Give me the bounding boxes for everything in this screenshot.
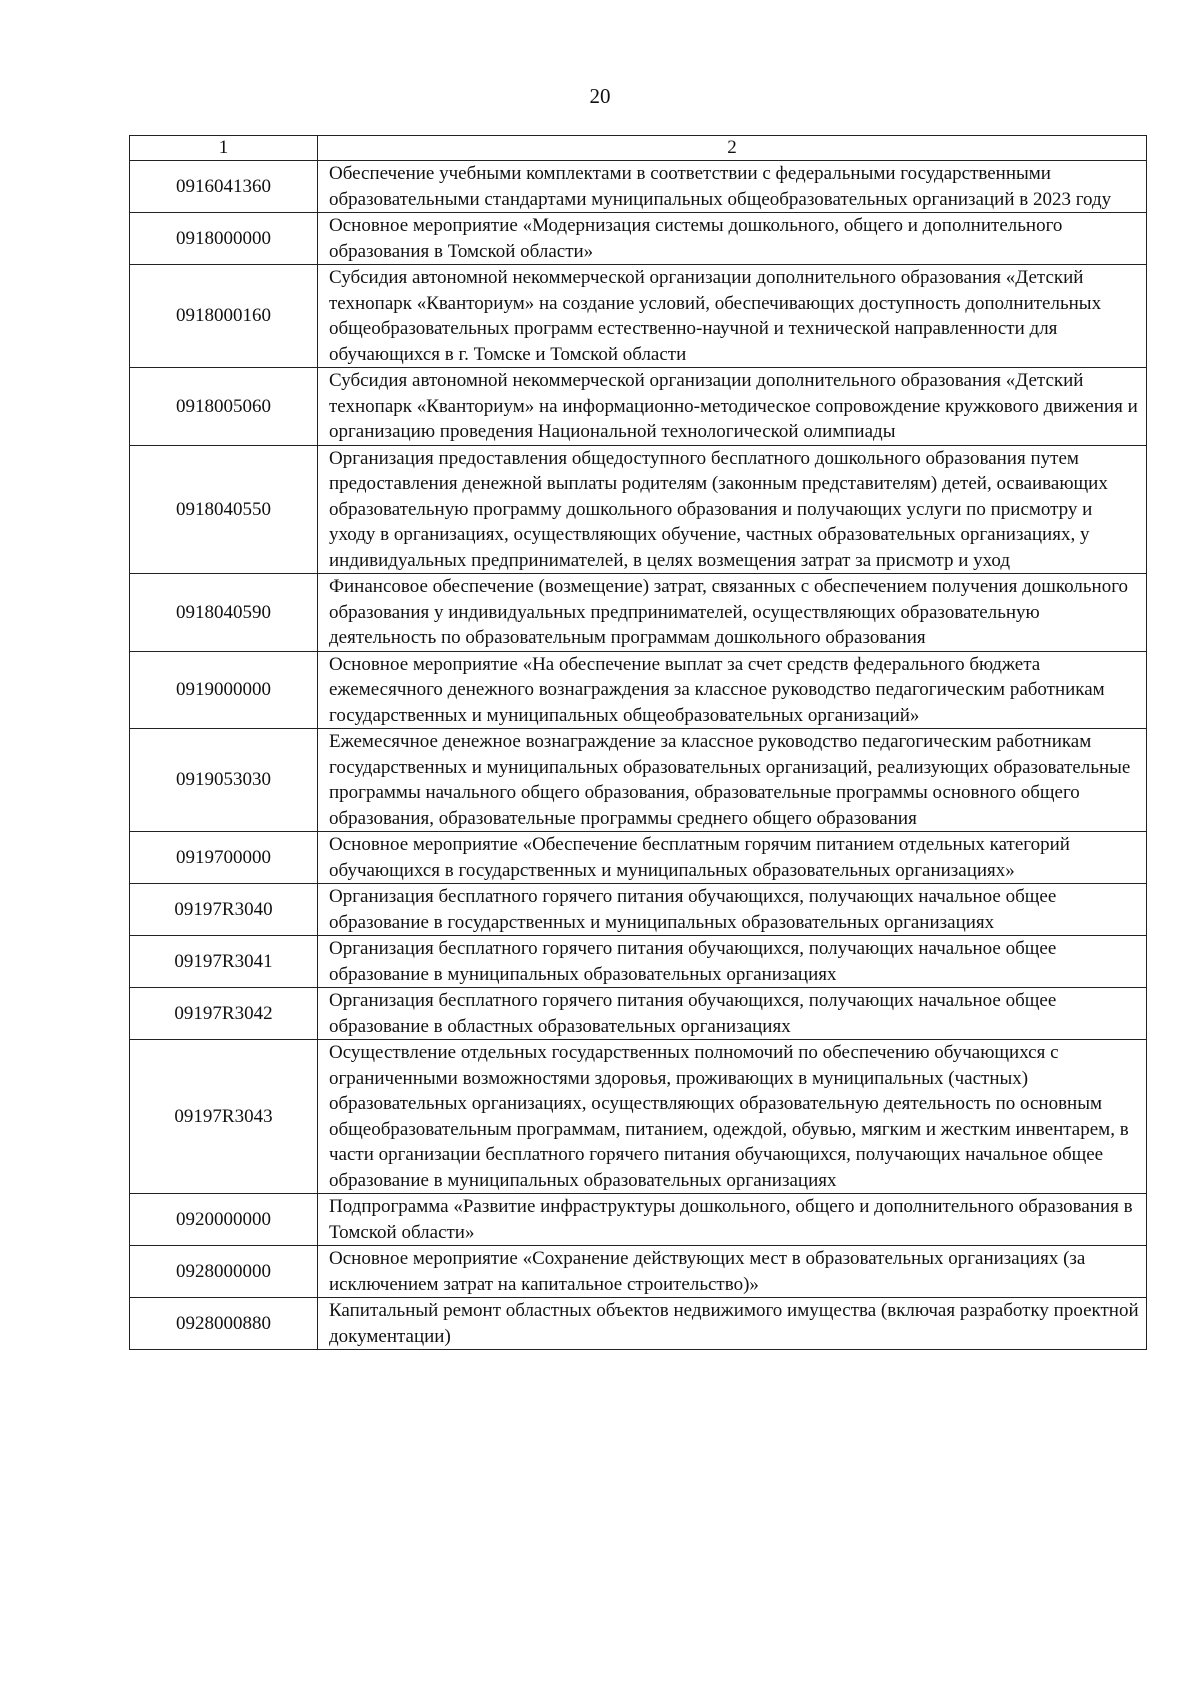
table-row bbox=[130, 936, 1147, 988]
row-code: 0918040590 bbox=[130, 574, 318, 652]
row-description: Ежемесячное денежное вознаграждение за классное руководство педагогическим работникам государственных и муниципальных образовательных организаций, реализующих образовательные программы начального общего образования, образовательные программы основного общего образования, образовательные программы среднего общего образования bbox=[318, 729, 1147, 832]
table-row bbox=[130, 265, 1147, 368]
row-description: Организация бесплатного горячего питания обучающихся, получающих начальное общее образование в муниципальных образовательных организациях bbox=[318, 936, 1147, 988]
row-description: Субсидия автономной некоммерческой организации дополнительного образования «Детский технопарк «Кванториум» на информационно-методическое сопровождение кружкового движения и организацию проведения Национальной технологической олимпиады bbox=[318, 368, 1147, 446]
row-description: Обеспечение учебными комплектами в соответствии с федеральными государственными образовательными стандартами муниципальных общеобразовательных организаций в 2023 году bbox=[318, 161, 1147, 213]
row-description: Организация предоставления общедоступного бесплатного дошкольного образования путем предоставления денежной выплаты родителям (законным представителям) детей, осваивающих образовательную программу дошкольного образования и получающих услуги по присмотру и уходу в организациях, осуществляющих обучение, частных образовательных организациях, у индивидуальных предпринимателей, в целях возмещения затрат за присмотр и уход bbox=[318, 445, 1147, 574]
row-code: 0919053030 bbox=[130, 729, 318, 832]
row-code: 0918000000 bbox=[130, 213, 318, 265]
table-row bbox=[130, 1298, 1147, 1350]
row-code: 0918000160 bbox=[130, 265, 318, 368]
page-number: 20 bbox=[589, 84, 611, 108]
row-code: 0928000880 bbox=[130, 1298, 318, 1350]
column-header-1: 1 bbox=[130, 136, 318, 161]
row-code: 0920000000 bbox=[130, 1194, 318, 1246]
table-header-row bbox=[130, 136, 1147, 161]
table-row bbox=[130, 884, 1147, 936]
row-code: 0918040550 bbox=[130, 445, 318, 574]
row-description: Осуществление отдельных государственных полномочий по обеспечению обучающихся с ограниченными возможностями здоровья, проживающих в муниципальных (частных) образовательных организациях, осуществляющих образовательную деятельность по основным общеобразовательным программам, питанием, одеждой, обувью, мягким и жестким инвентарем, в части организации бесплатного горячего питания обучающихся, получающих начальное общее образование в муниципальных образовательных организациях bbox=[318, 1040, 1147, 1194]
row-description: Подпрограмма «Развитие инфраструктуры дошкольного, общего и дополнительного образования в Томской области» bbox=[318, 1194, 1147, 1246]
table-row bbox=[130, 1040, 1147, 1194]
row-description: Финансовое обеспечение (возмещение) затрат, связанных с обеспечением получения дошкольного образования у индивидуальных предпринимателей, осуществляющих образовательную деятельность по образовательным программам дошкольного образования bbox=[318, 574, 1147, 652]
row-description: Организация бесплатного горячего питания обучающихся, получающих начальное общее образование в областных образовательных организациях bbox=[318, 988, 1147, 1040]
table-row bbox=[130, 1246, 1147, 1298]
row-code: 0919000000 bbox=[130, 651, 318, 729]
row-description: Субсидия автономной некоммерческой организации дополнительного образования «Детский технопарк «Кванториум» на создание условий, обеспечивающих доступность дополнительных общеобразовательных программ естественно-научной и технической направленности для обучающихся в г. Томске и Томской области bbox=[318, 265, 1147, 368]
table-row bbox=[130, 988, 1147, 1040]
row-code: 09197R3043 bbox=[130, 1040, 318, 1194]
row-code: 0916041360 bbox=[130, 161, 318, 213]
row-code: 09197R3040 bbox=[130, 884, 318, 936]
row-code: 0928000000 bbox=[130, 1246, 318, 1298]
table-row bbox=[130, 574, 1147, 652]
row-code: 09197R3042 bbox=[130, 988, 318, 1040]
row-description: Капитальный ремонт областных объектов недвижимого имущества (включая разработку проектной документации) bbox=[318, 1298, 1147, 1350]
budget-classification-table bbox=[129, 135, 1147, 1350]
table-row bbox=[130, 161, 1147, 213]
row-description: Основное мероприятие «Сохранение действующих мест в образовательных организациях (за исключением затрат на капитальное строительство)» bbox=[318, 1246, 1147, 1298]
table-row bbox=[130, 1194, 1147, 1246]
table-row bbox=[130, 729, 1147, 832]
table-row bbox=[130, 651, 1147, 729]
row-description: Организация бесплатного горячего питания обучающихся, получающих начальное общее образование в государственных и муниципальных образовательных организациях bbox=[318, 884, 1147, 936]
row-description: Основное мероприятие «На обеспечение выплат за счет средств федерального бюджета ежемесячного денежного вознаграждения за классное руководство педагогическим работникам государственных и муниципальных общеобразовательных организаций» bbox=[318, 651, 1147, 729]
table-row bbox=[130, 213, 1147, 265]
row-code: 0918005060 bbox=[130, 368, 318, 446]
table-row bbox=[130, 832, 1147, 884]
row-code: 09197R3041 bbox=[130, 936, 318, 988]
table-row bbox=[130, 445, 1147, 574]
row-description: Основное мероприятие «Обеспечение бесплатным горячим питанием отдельных категорий обучающихся в государственных и муниципальных образовательных организациях» bbox=[318, 832, 1147, 884]
column-header-2: 2 bbox=[318, 136, 1147, 161]
table-row bbox=[130, 368, 1147, 446]
row-description: Основное мероприятие «Модернизация системы дошкольного, общего и дополнительного образования в Томской области» bbox=[318, 213, 1147, 265]
row-code: 0919700000 bbox=[130, 832, 318, 884]
